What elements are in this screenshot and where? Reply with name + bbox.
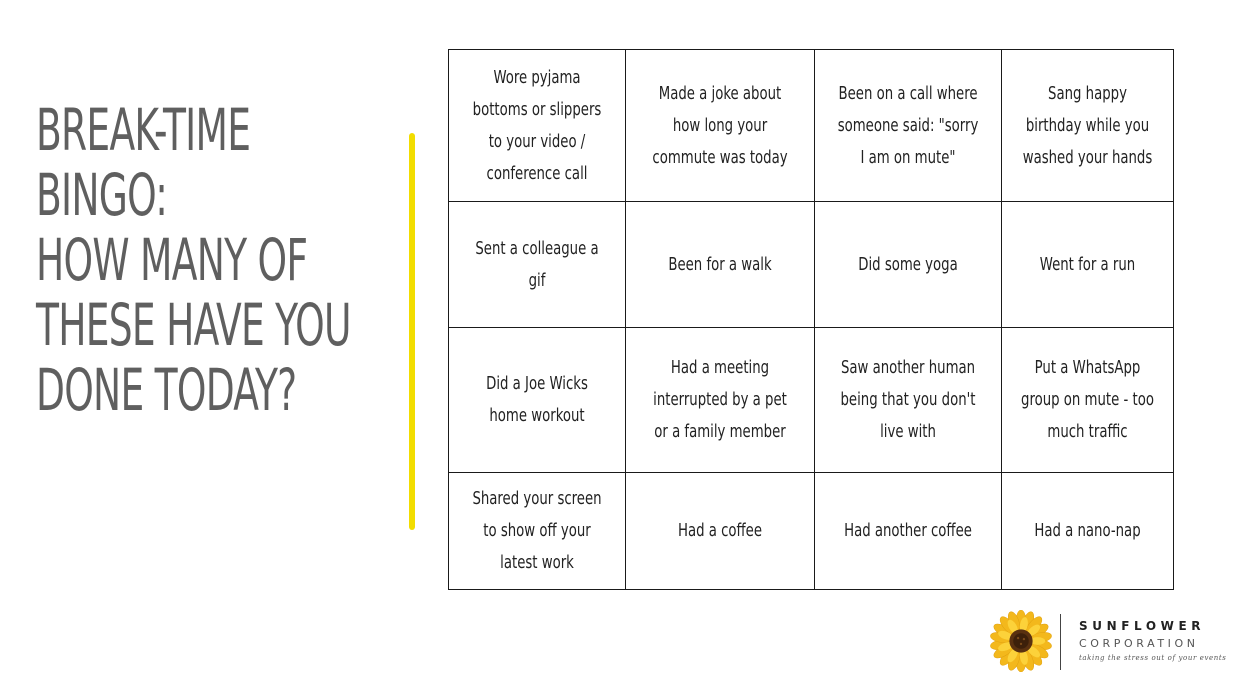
bingo-grid xyxy=(448,49,1174,590)
logo-brand: SUNFLOWER xyxy=(1079,619,1206,633)
title-line: HOW MANY OF xyxy=(36,226,308,294)
bingo-cell: Made a joke about how long your commute was today xyxy=(626,50,815,202)
bingo-cell: Had a coffee xyxy=(626,473,815,589)
bingo-cell: Shared your screen to show off your latest work xyxy=(449,473,626,589)
bingo-cell: Had another coffee xyxy=(815,473,1002,589)
bingo-cell: Been for a walk xyxy=(626,202,815,328)
title-line: THESE HAVE YOU xyxy=(36,291,351,359)
title-line: BREAK-TIME xyxy=(36,96,251,164)
bingo-cell: Had a nano-nap xyxy=(1034,520,1141,541)
bingo-cell: Sent a colleague a gif xyxy=(449,202,626,328)
bingo-cell: Went for a run xyxy=(1002,202,1173,328)
page-title xyxy=(36,96,351,424)
bingo-cell: Had a meeting interrupted by a pet or a family member xyxy=(626,328,815,473)
logo-corporation: CORPORATION xyxy=(1079,637,1199,650)
bingo-cell: Wore pyjama bottoms or slippers to your video / conference call xyxy=(449,50,626,202)
logo-tagline: taking the stress out of your events xyxy=(1079,654,1227,662)
bingo-cell: Did a Joe Wicks home workout xyxy=(449,328,626,473)
logo-divider xyxy=(1060,614,1061,670)
bingo-cell: Did some yoga xyxy=(815,202,1002,328)
bingo-cell: Been on a call where someone said: "sorry I am on mute" xyxy=(815,50,1002,202)
sunflower-icon xyxy=(990,610,1052,672)
bingo-cell: Sang happy birthday while you washed your hands xyxy=(1002,50,1173,202)
bingo-cell: Saw another human being that you don't live with xyxy=(815,328,1002,473)
bingo-cell: Put a WhatsApp group on mute - too much traffic xyxy=(1002,328,1173,473)
company-logo xyxy=(990,610,1230,674)
title-line: DONE TODAY? xyxy=(36,356,297,424)
title-line: BINGO: xyxy=(36,161,168,229)
accent-divider xyxy=(409,133,415,530)
